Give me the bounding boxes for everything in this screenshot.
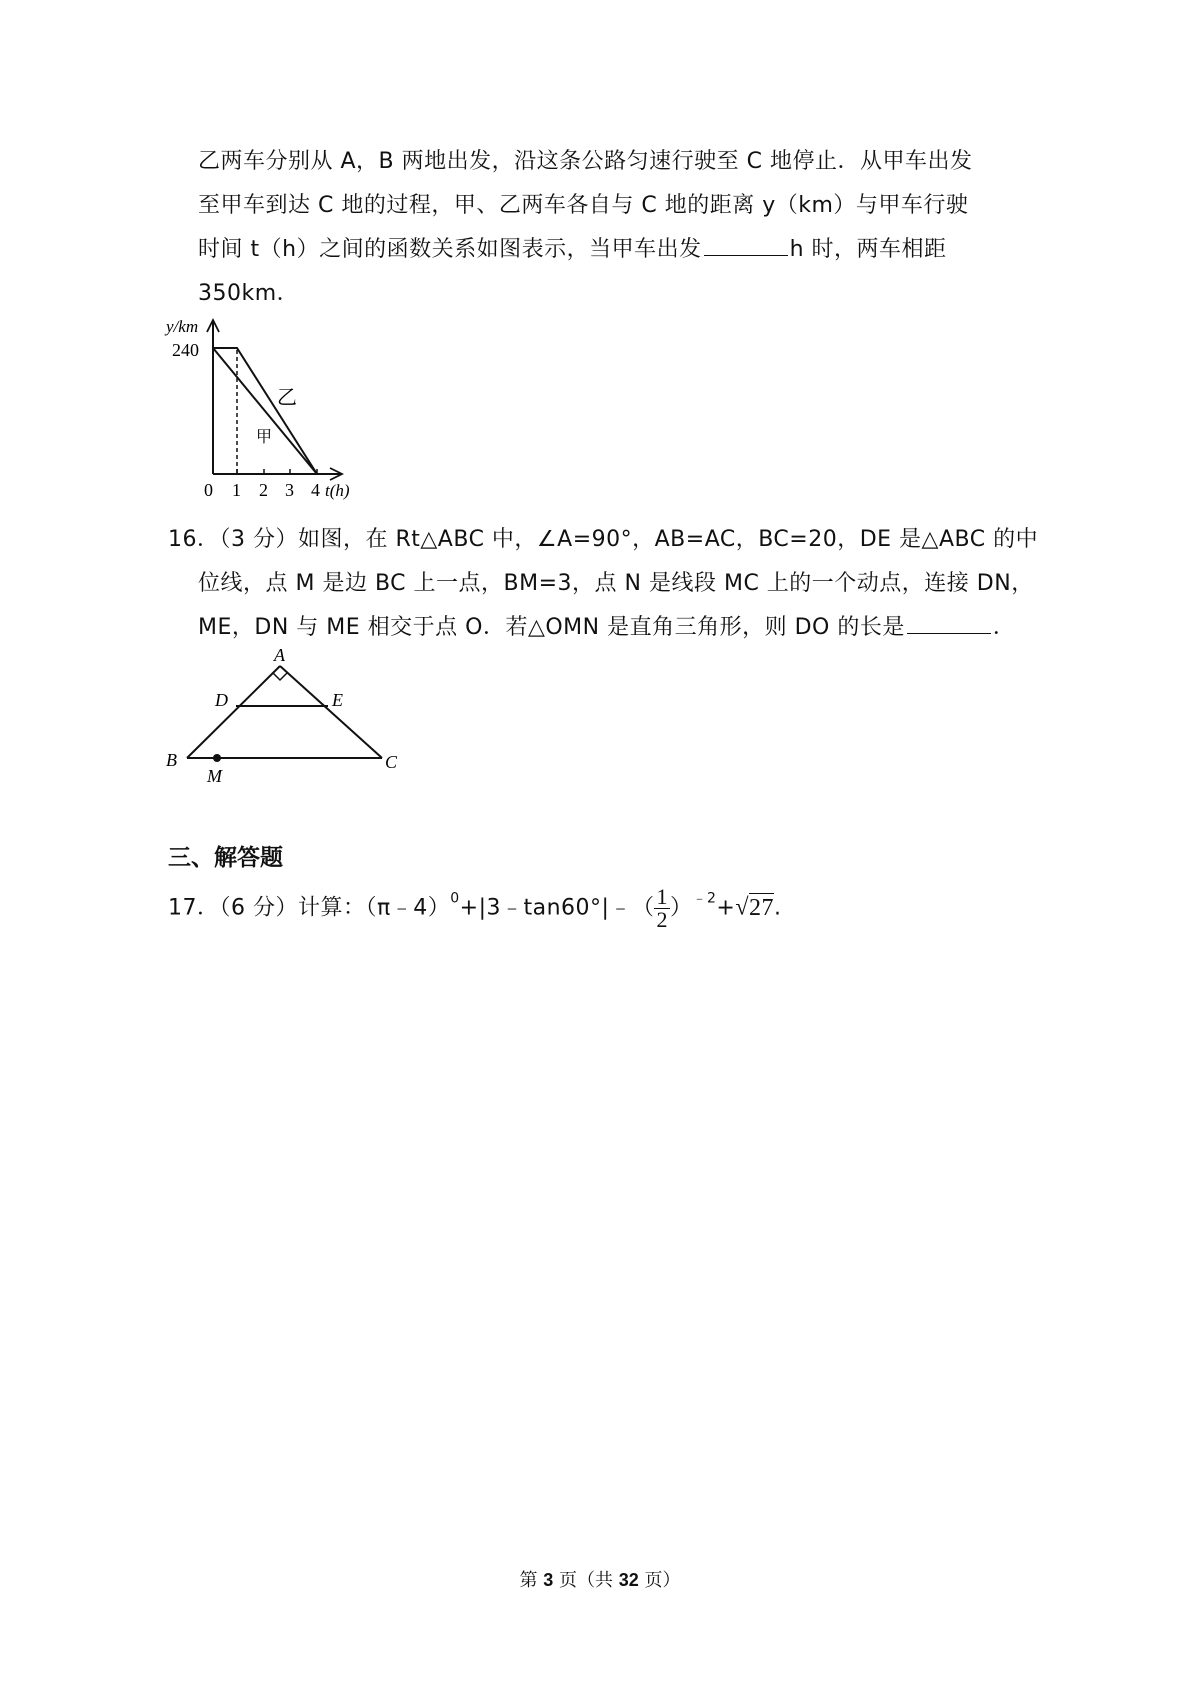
x-tick-2: 2	[259, 480, 268, 500]
q17-exp-0: 0	[450, 890, 460, 907]
q16-line-3-after: ．	[992, 615, 1016, 640]
section-heading: 三、解答题	[168, 845, 283, 871]
q16-line-3	[198, 610, 1015, 641]
q17-line	[168, 886, 782, 931]
q17-prefix: 17．（6 分）计算：（π﹣4）	[168, 895, 451, 921]
q17-plus: +	[716, 895, 736, 921]
q15-line-3-before: 时间 t（h）之间的函数关系如图表示，当甲车出发	[198, 237, 702, 262]
line-jia	[213, 348, 317, 474]
label-yi: 乙	[277, 385, 297, 409]
footer-post: 页）	[638, 1570, 681, 1591]
q16-line-2: 位线，点 M 是边 BC 上一点，BM=3，点 N 是线段 MC 上的一个动点，连接 DN，	[198, 571, 1034, 596]
x-tick-0: 0	[204, 480, 213, 500]
label-jia: 甲	[256, 427, 273, 446]
label-e: E	[332, 690, 343, 710]
answer-blank-2	[907, 613, 991, 634]
q16-line-3-before: ME，DN 与 ME 相交于点 O．若△OMN 是直角三角形，则 DO 的长是	[198, 615, 905, 640]
right-angle-mark	[273, 673, 287, 680]
q17-end: .	[774, 895, 782, 921]
y-axis-label: y/km	[166, 317, 199, 336]
x-tick-4: 4	[311, 480, 320, 500]
footer-mid: 页（共	[553, 1570, 619, 1591]
q15-graph	[160, 312, 370, 502]
frac-denominator: 2	[656, 907, 668, 932]
q15-line-3	[198, 232, 947, 263]
x-tick-1: 1	[232, 480, 241, 500]
footer-page-number: 3	[543, 1570, 554, 1590]
frac-numerator: 1	[656, 884, 668, 909]
label-a: A	[274, 645, 285, 665]
q17-exp-neg2: ﹣2	[692, 890, 717, 907]
label-m: M	[207, 766, 222, 784]
q15-line-2: 至甲车到达 C 地的过程，甲、乙两车各自与 C 地的距离 y（km）与甲车行驶	[198, 193, 969, 218]
point-m	[213, 754, 221, 762]
label-c: C	[385, 752, 398, 772]
footer-total-pages: 32	[618, 1570, 639, 1590]
x-axis-label: t(h)	[325, 481, 350, 500]
q17-close-paren: ）	[669, 895, 693, 921]
q17-radicand: 27	[749, 894, 775, 921]
q17-fraction	[654, 886, 670, 931]
page-footer	[0, 1566, 1200, 1592]
label-b: B	[166, 750, 177, 770]
y-tick-240: 240	[172, 340, 199, 360]
answer-blank	[704, 235, 788, 256]
q16-figure	[160, 644, 410, 784]
side-ab	[187, 666, 280, 758]
label-d: D	[215, 690, 228, 710]
q15-line-3-after: h 时，两车相距	[789, 237, 947, 262]
q15-line-1: 乙两车分别从 A，B 两地出发，沿这条公路匀速行驶至 C 地停止．从甲车出发	[198, 149, 973, 174]
q15-line-4: 350km．	[198, 281, 300, 306]
x-tick-3: 3	[285, 480, 294, 500]
side-ac	[280, 666, 382, 758]
sqrt-icon: √	[735, 894, 750, 921]
q17-mid: +|3﹣tan60°|﹣（	[459, 895, 655, 921]
footer-pre: 第	[519, 1570, 544, 1591]
q16-line-1: 16．（3 分）如图，在 Rt△ABC 中，∠A=90°，AB=AC，BC=20，DE 是△ABC 的中	[168, 527, 1039, 552]
